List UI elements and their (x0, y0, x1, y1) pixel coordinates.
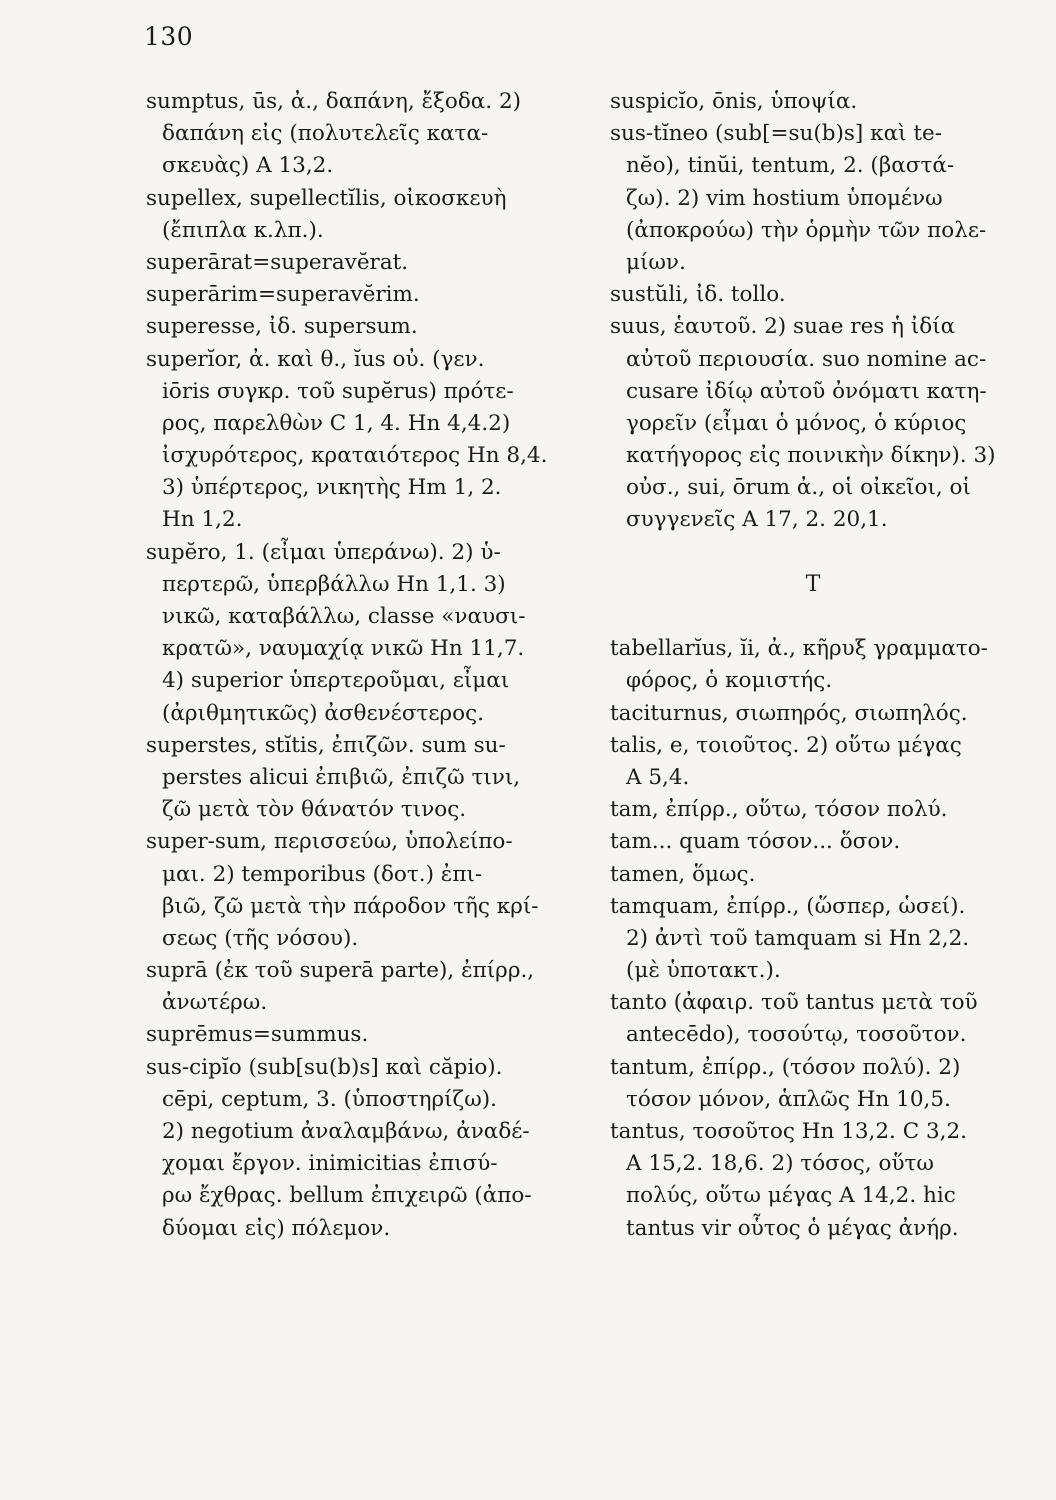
section-spacer (610, 601, 1046, 633)
section-spacer (610, 537, 1046, 569)
entry-line: περτερῶ, ὑπερβάλλω Hn 1,1. 3) (162, 571, 506, 597)
entry-line: superesse, ἰδ. supersum. (146, 314, 418, 340)
entry-line: αὐτοῦ περιουσία. suo nomine ac- (626, 346, 987, 372)
entry-line: χομαι ἔργον. inimicitias ἐπισύ- (162, 1151, 498, 1177)
entry-line: sumptus, ūs, ἀ., δαπάνη, ἔξοδα. 2) (146, 89, 522, 114)
entry-line: tabellarĭus, ĭi, ἀ., κῆρυξ γραμματο- (610, 636, 988, 662)
entry-line: ἰσχυρότερος, κραταιότερος Hn 8,4. (162, 443, 548, 469)
entry-line: sus-tĭneo (sub[=su(b)s] καὶ te- (610, 121, 943, 147)
entry-line: cusare ἰδίῳ αὐτοῦ ὀνόματι κατη- (626, 378, 987, 404)
entry-line: (ἀριθμητικῶς) ἀσθενέστερος. (162, 700, 484, 726)
entry-line: μαι. 2) temporibus (δοτ.) ἐπι- (162, 861, 483, 887)
right-column (610, 86, 1046, 1245)
entry-line: νικῶ, καταβάλλω, classe «ναυσι- (162, 604, 526, 629)
entry-line: sus-cipĭo (sub[su(b)s] καὶ căpio). (146, 1054, 503, 1080)
right-column-entries-t (610, 633, 1046, 1245)
entry-line: tamquam, ἐπίρρ., (ὥσπερ, ὡσεί). (610, 893, 966, 919)
entry-line: βιῶ, ζῶ μετὰ τὴν πάροδον τῆς κρί- (162, 893, 539, 919)
entry-line: σεως (τῆς νόσου). (162, 925, 359, 951)
entry-line: πολύς, οὕτω μέγας A 14,2. hic (626, 1183, 956, 1209)
entry-line: supĕro, 1. (εἶμαι ὑπεράνω). 2) ὑ- (146, 539, 501, 565)
entry-line: perstes alicui ἐπιβιῶ, ἐπιζῶ τινι, (162, 764, 521, 790)
entry-line: ἀνωτέρω. (162, 990, 268, 1016)
entry-line: suprā (ἐκ τοῦ superā parte), ἐπίρρ., (146, 958, 535, 984)
entry-line: Hn 1,2. (162, 507, 243, 533)
entry-line: σκευὰς) A 13,2. (162, 153, 334, 179)
entry-line: ζῶ μετὰ τὸν θάνατόν τινος. (162, 797, 467, 823)
entry-line: tam... quam τόσον... ὅσον. (610, 829, 901, 855)
entry-line: συγγενεῖς A 17, 2. 20,1. (626, 507, 888, 533)
entry-line: nĕo), tinŭi, tentum, 2. (βαστά- (626, 153, 955, 179)
entry-line: tantus, τοσοῦτος Hn 13,2. C 3,2. (610, 1119, 968, 1144)
entry-line: (ἀποκρούω) τὴν ὁρμὴν τῶν πολε- (626, 217, 987, 243)
entry-line: 3) ὑπέρτερος, νικητὴς Hm 1, 2. (162, 475, 502, 501)
entry-line: A 5,4. (626, 764, 690, 790)
entry-line: κρατῶ», ναυμαχίᾳ νικῶ Hn 11,7. (162, 636, 525, 662)
entry-line: 4) superior ὑπερτεροῦμαι, εἶμαι (162, 668, 510, 694)
entry-line: δαπάνη εἰς (πολυτελεῖς κατα- (162, 121, 489, 147)
entry-line: superstes, stĭtis, ἐπιζῶν. sum su- (146, 732, 506, 758)
entry-line: supellex, supellectĭlis, οἰκοσκευὴ (146, 185, 507, 211)
entry-line: 2) negotium ἀναλαμβάνω, ἀναδέ- (162, 1119, 530, 1144)
entry-line: tantus vir οὗτος ὁ μέγας ἀνήρ. (626, 1215, 959, 1241)
entry-line: tantum, ἐπίρρ., (τόσον πολύ). 2) (610, 1054, 961, 1080)
entry-line: tamen, ὅμως. (610, 861, 756, 887)
entry-line: taciturnus, σιωπηρός, σιωπηλός. (610, 700, 968, 726)
entry-line: suprēmus=summus. (146, 1022, 369, 1048)
entry-line: (ἔπιπλα κ.λπ.). (162, 217, 324, 243)
entry-line: μίων. (626, 249, 686, 275)
entry-line: οὐσ., sui, ōrum ἀ., οἱ οἰκεῖοι, οἱ (626, 475, 971, 501)
entry-line: τόσον μόνον, ἁπλῶς Hn 10,5. (626, 1086, 951, 1112)
entry-line: 2) ἀντὶ τοῦ tamquam si Hn 2,2. (626, 925, 970, 951)
entry-line: superārat=superavĕrat. (146, 249, 409, 275)
entry-line: super-sum, περισσεύω, ὑπολείπο- (146, 829, 513, 855)
entry-line: suspicĭo, ōnis, ὑποψία. (610, 89, 858, 114)
section-letter: T (805, 571, 821, 597)
entry-line: talis, e, τοιοῦτος. 2) οὕτω μέγας (610, 732, 962, 758)
page-number: 130 (144, 22, 194, 51)
entry-line: antecēdo), τοσούτῳ, τοσοῦτον. (626, 1022, 967, 1048)
entry-line: φόρος, ὁ κομιστής. (626, 668, 833, 694)
entry-line: ρω ἔχθρας. bellum ἐπιχειρῶ (ἀπο- (162, 1183, 532, 1209)
entry-line: (μὲ ὑποτακτ.). (626, 958, 781, 984)
entry-line: superĭor, ἀ. καὶ θ., ĭus οὐ. (γεν. (146, 346, 485, 372)
entry-line: ζω). 2) vim hostium ὑπομένω (626, 185, 943, 211)
left-column (146, 86, 576, 1245)
entry-line: ρος, παρελθὼν C 1, 4. Hn 4,4.2) (162, 410, 511, 436)
entry-line: sustŭli, ἰδ. tollo. (610, 282, 786, 308)
entry-line: δύομαι εἰς) πόλεμον. (162, 1215, 391, 1241)
entry-line: cēpi, ceptum, 3. (ὑποστηρίζω). (162, 1086, 497, 1112)
entry-line: suus, ἑαυτοῦ. 2) suae res ἡ ἰδία (610, 314, 956, 340)
right-column-entries-s (610, 86, 1046, 537)
entry-line: γορεῖν (εἶμαι ὁ μόνος, ὁ κύριος (626, 410, 967, 436)
entry-line: tam, ἐπίρρ., οὕτω, τόσον πολύ. (610, 797, 948, 823)
entry-line: A 15,2. 18,6. 2) τόσος, οὕτω (626, 1151, 934, 1177)
entry-line: iōris συγκρ. τοῦ supĕrus) πρότε- (162, 378, 514, 404)
entry-line: superārim=superavĕrim. (146, 282, 420, 308)
entry-line: κατήγορος εἰς ποινικὴν δίκην). 3) (626, 443, 996, 469)
entry-line: tanto (ἀφαιρ. τοῦ tantus μετὰ τοῦ (610, 990, 978, 1016)
